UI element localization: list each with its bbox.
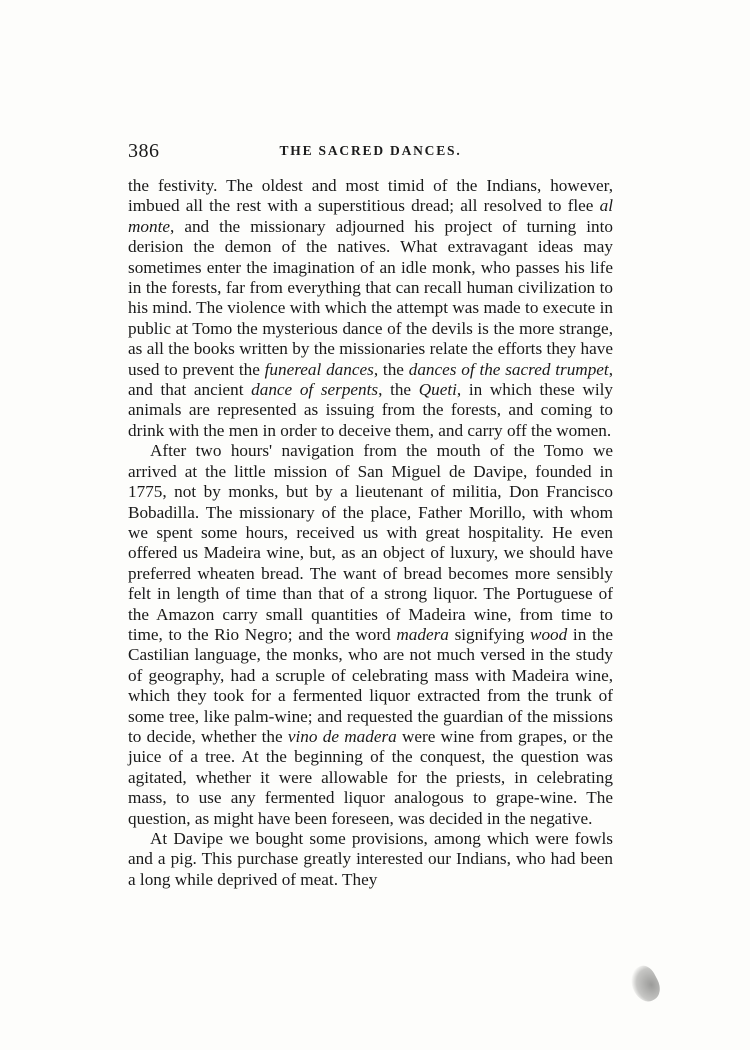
paragraph — [128, 176, 613, 441]
text-run: After two hours' navigation from the mouth of the Tomo we arrived at the little mission of San Miguel de Davipe, founded in 1775, not by monks, but by a lieutenant of militia, Don Francisco Bobadilla. The missionary of the place, Father Morillo, with whom we spent some hours, received us with great hospitality. He even offered us Madeira wine, but, as an object of luxury, we should have preferred wheaten bread. The want of bread becomes more sensibly felt in length of time than that of a strong liquor. The Portuguese of the Amazon carry small quantities of Madeira wine, from time to time, to the Rio Negro; and the word — [128, 441, 613, 644]
text-run: signifying — [448, 624, 530, 644]
page-header — [128, 140, 613, 166]
text-run: in the Castilian language, the monks, who are not much versed in the study of geography, had a scruple of celebrating mass with Madeira wine, which they took for a fermented liquor extracted from the trunk of some tree, like palm-wine; and requested the guardian of the missions to decide, whether the — [128, 624, 613, 746]
running-head: THE SACRED DANCES. — [279, 143, 462, 158]
italic-phrase: vino de madera — [287, 726, 397, 746]
text-run: , the — [378, 380, 419, 400]
page-number: 386 — [128, 140, 160, 162]
italic-phrase: dances of the sacred trumpet — [408, 359, 609, 379]
text-run: were wine from grapes, or the juice of a tree. At the beginning of the conquest, the question was agitated, whether it were allowable for the priests, in celebrating mass, to use any fermented liquor analogous to grape-wine. The question, as might have been foreseen, was decided in the negative. — [128, 726, 613, 828]
italic-phrase: Queti — [418, 380, 457, 400]
paragraph — [128, 829, 613, 890]
text-run: , and that ancient — [128, 359, 613, 400]
italic-phrase: madera — [396, 624, 449, 644]
page-smudge-mark — [625, 962, 665, 1006]
italic-phrase: wood — [529, 624, 568, 644]
text-run: , in which these wily animals are represented as issuing from the forests, and coming to drink with the men in order to deceive them, and carry off the women. — [128, 380, 613, 440]
text-run: , the — [373, 359, 409, 379]
italic-phrase: funereal dances — [264, 359, 374, 379]
paragraph — [128, 441, 613, 829]
text-run: At Davipe we bought some provisions, among which were fowls and a pig. This purchase greatly interested our Indians, who had been a long while deprived of meat. They — [128, 829, 613, 889]
body-text — [128, 176, 613, 890]
text-run: the festivity. The oldest and most timid of the Indians, however, imbued all the rest with a superstitious dread; all resolved to flee — [128, 176, 613, 216]
text-run: , and the missionary adjourned his project of turning into derision the demon of the natives. What extravagant ideas may sometimes enter the imagination of an idle monk, who passes his life in the forests, far from everything that can recall human civilization to his mind. The violence with which the attempt was made to execute in public at Tomo the mysterious dance of the devils is the more strange, as all the books written by the missionaries relate the efforts they have used to prevent the — [128, 216, 613, 379]
italic-phrase: dance of serpents — [251, 380, 379, 400]
italic-phrase: al monte — [128, 196, 613, 236]
